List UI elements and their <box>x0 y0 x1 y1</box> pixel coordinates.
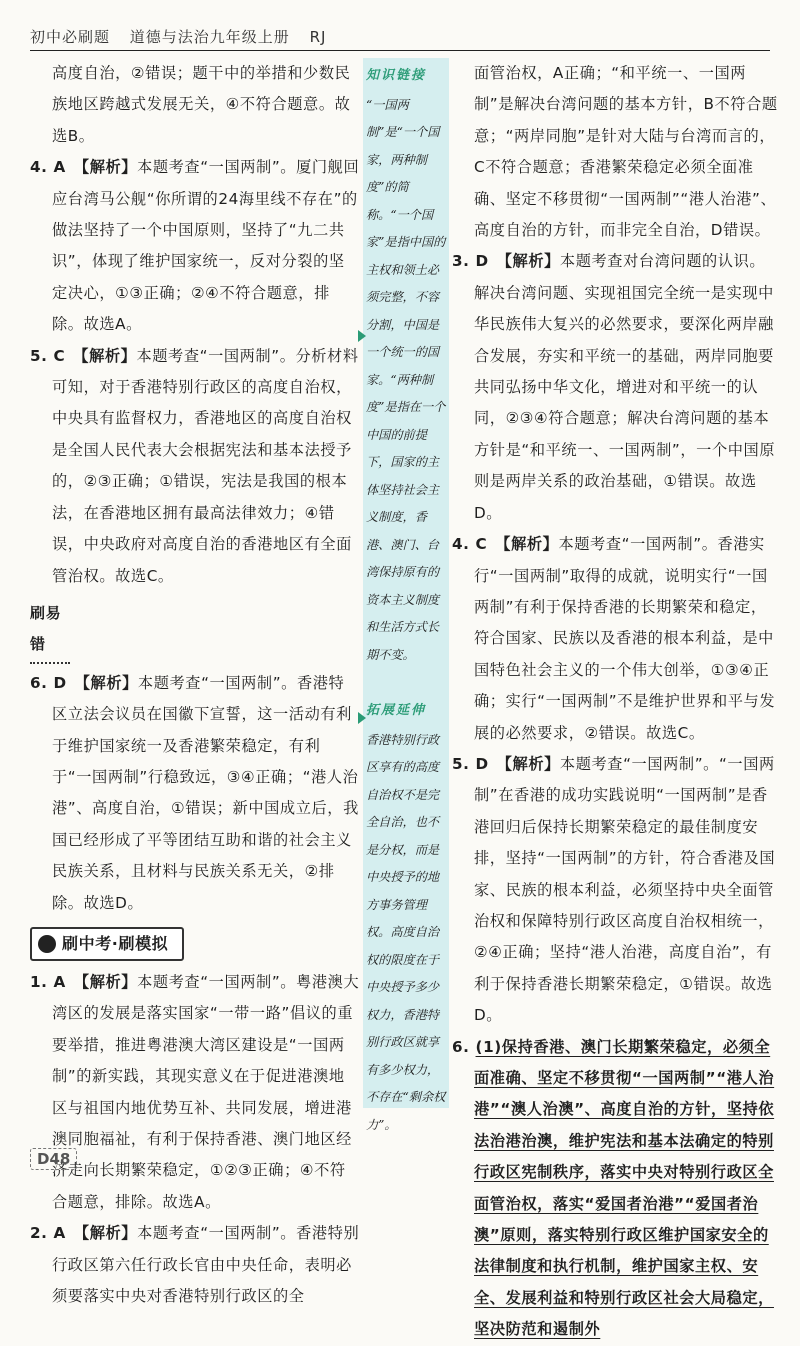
item-number: 5. <box>452 754 470 773</box>
continued-text: 面管治权，A正确；“和平统一、一国两制”是解决台湾问题的基本方针，B不符合题意；“两岸同胞”是针对大陆与台湾而言的，C不符合题意；香港繁荣稳定必须全面准确、坚定不移贯彻“一国两制”“港人治港”、高度自治的方针，而非完全自治，D错误。 <box>474 64 778 240</box>
answer-letter: A <box>53 972 66 991</box>
analysis-tag: 【解析】 <box>74 673 138 692</box>
item-number: 6. <box>452 1037 470 1056</box>
answer-item-5 <box>30 341 360 592</box>
answer-text: 本题考查“一国两制”。粤港澳大湾区的发展是落实国家“一带一路”倡议的重要举措，推进粤港澳大湾区建设是“一国两制”的新实践，其现实意义在于促进港澳地区与祖国内地优势互补、共同发展，增进港澳同胞福祉，有利于保持香港、澳门地区经济走向长期繁荣稳定，①②③正确；④不符合题意，排除。故选A。 <box>52 972 360 1211</box>
pointer-arrow-icon <box>358 330 366 342</box>
section-banner <box>30 927 184 961</box>
knowledge-link-text: “一国两制”是“一个国家，两种制度”的简称。“一个国家”是指中国的主权和领土必须完整，不容分割，中国是一个统一的国家。“两种制度”是指在一个中国的前提下，国家的主体坚持社会主义制度，香港、澳门、台湾保持原有的资本主义制度和生活方式长期不变。 <box>366 97 446 662</box>
answer-text: 本题考查“一国两制”。厦门舰回应台湾马公舰“你所谓的24海里线不存在”的做法坚持了一个中国原则，坚持了“九二共识”，体现了维护国家统一，反对分裂的坚定决心，①③正确；②④不符合题意，排除。故选A。 <box>52 158 360 334</box>
page-number: D48 <box>30 1148 77 1170</box>
analysis-tag: 【解析】 <box>73 972 138 991</box>
right-column <box>452 58 780 1346</box>
item-number: 1. <box>30 972 48 991</box>
extension-title: 拓展延伸 <box>366 703 427 718</box>
continued-text: 高度自治，②错误；题干中的举措和少数民族地区跨越式发展无关，④不符合题意。故选B。 <box>52 64 351 145</box>
pencil-icon <box>38 935 56 953</box>
answer-letter: D <box>475 754 489 773</box>
pointer-arrow-icon <box>358 712 366 724</box>
analysis-tag: 【解析】 <box>496 252 560 271</box>
item-number: 5. <box>30 346 48 365</box>
book-subject: 道德与法治九年级上册 <box>129 28 290 46</box>
mock-item-4 <box>452 529 780 749</box>
mock-item-1 <box>30 967 360 1218</box>
item-number: 4. <box>452 535 470 554</box>
mock-item-2 <box>30 1218 360 1312</box>
knowledge-link-title: 知识链接 <box>366 68 427 83</box>
banner-label: 刷中考·刷模拟 <box>62 933 169 953</box>
mock-item-6 <box>452 1032 780 1346</box>
left-column <box>30 58 360 1312</box>
answer-text: 本题考查对台湾问题的认识。解决台湾问题、实现祖国完全统一是实现中华民族伟大复兴的必然要求，要深化两岸融合发展，夯实和平统一的基础，两岸同胞要共同弘扬中华文化，增进对和平统一的认同，②③④符合题意；解决台湾问题的基本方针是“和平统一、一国两制”，一个中国原则是两岸关系的政治基础，①错误。故选D。 <box>474 252 776 522</box>
sidebar-notes <box>363 58 449 1132</box>
answer-letter: A <box>53 1224 66 1243</box>
answer-item-4 <box>30 152 360 340</box>
analysis-tag: 【解析】 <box>495 535 559 554</box>
answer-text: 本题考查“一国两制”。“一国两制”在香港的成功实践说明“一国两制”是香港回归后保持长期繁荣稳定的最佳制度安排，坚持“一国两制”的方针，符合香港及国家、民族的根本利益，必须坚持中央全面管治权和保障特别行政区高度自治权相统一，②④正确；坚持“港人治港，高度自治”，有利于保持香港长期繁荣稳定，①错误。故选D。 <box>474 754 776 1025</box>
mock-item-5 <box>452 749 780 1032</box>
answer-text: 本题考查“一国两制”。香港实行“一国两制”取得的成就，说明实行“一国两制”有利于保持香港的长期繁荣和稳定，符合国家、民族以及香港的根本利益，是中国特色社会主义的一个伟大创举，①③④正确；实行“一国两制”不是维护世界和平与发展的必然要求，②错误。故选C。 <box>474 535 776 742</box>
extension-text: 香港特别行政区享有的高度自治权不是完全自治，也不是分权，而是中央授予的地方事务管理权。高度自治权的限度在于中央授予多少权力，香港特别行政区就享有多少权力，不存在“剩余权力”。 <box>366 732 446 1132</box>
analysis-tag: 【解析】 <box>496 754 560 773</box>
item-number: 6. <box>30 673 48 692</box>
answer-item-6 <box>30 668 360 919</box>
analysis-tag: 【解析】 <box>73 346 137 365</box>
book-edition: RJ <box>309 28 327 46</box>
mock-item-3 <box>452 246 780 529</box>
answer-letter: D <box>53 673 67 692</box>
continued-answer <box>30 58 360 152</box>
answer-letter: C <box>475 535 488 554</box>
answer-letter: A <box>53 158 66 177</box>
section-heading-errors: 刷易错 <box>30 598 70 664</box>
answer-letter: D <box>475 252 489 271</box>
running-header <box>30 26 770 48</box>
answer-text: 本题考查“一国两制”。香港特别行政区第六任行政长官由中央任命，表明必须要落实中央对香港特别行政区的全 <box>52 1224 360 1306</box>
answer-text: 本题考查“一国两制”。分析材料可知，对于香港特别行政区的高度自治权，中央具有监督权力，香港地区的高度自治权是全国人民代表大会根据宪法和基本法授予的，②③正确；①错误，宪法是我国的根本法，在香港地区拥有最高法律效力；④错误，中央政府对高度自治的香港地区有全面管治权。故选C。 <box>52 346 359 585</box>
book-series: 初中必刷题 <box>30 28 111 46</box>
answer-letter: C <box>53 346 66 365</box>
item-number: 4. <box>30 158 48 177</box>
answer-text: (1)保持香港、澳门长期繁荣稳定，必须全面准确、坚定不移贯彻“一国两制”“港人治港”“澳人治澳”、高度自治的方针，坚持依法治港治澳，维护宪法和基本法确定的特别行政区宪制秩序，落实中央对特别行政区全面管治权，落实“爱国者治港”“爱国者治澳”原则，落实特别行政区维护国家安全的法律制度和执行机制，维护国家主权、安全、发展利益和特别行政区社会大局稳定，坚决防范和遏制外 <box>474 1037 775 1339</box>
analysis-tag: 【解析】 <box>73 1224 138 1243</box>
continued-answer <box>452 58 780 246</box>
item-number: 3. <box>452 252 470 271</box>
item-number: 2. <box>30 1224 48 1243</box>
answer-text: 本题考查“一国两制”。香港特区立法会议员在国徽下宣誓，这一活动有利于维护国家统一及香港繁荣稳定，有利于“一国两制”行稳致远，③④正确；“港人治港”、高度自治，①错误；新中国成立后，我国已经形成了平等团结互助和谐的社会主义民族关系，且材料与民族关系无关，②排除。故选D。 <box>52 673 359 912</box>
header-divider <box>30 50 770 51</box>
analysis-tag: 【解析】 <box>73 158 138 177</box>
